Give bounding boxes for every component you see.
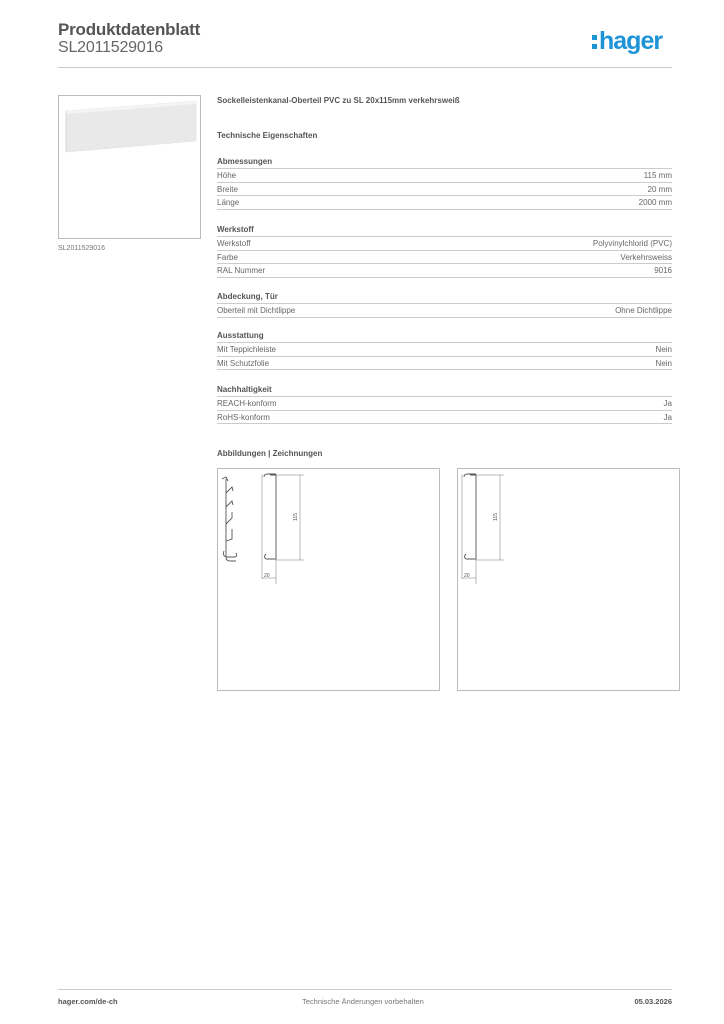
- group-title: Nachhaltigkeit: [217, 384, 672, 397]
- footer-date: 05.03.2026: [634, 997, 672, 1006]
- row-value: 20 mm: [647, 184, 672, 194]
- row-label: Werkstoff: [217, 239, 251, 248]
- row-value: Verkehrsweiss: [620, 252, 672, 262]
- group-dimensions: [217, 156, 672, 210]
- row-label: Mit Schutzfolie: [217, 358, 270, 368]
- row-value: 115 mm: [643, 171, 672, 180]
- group-sustainability: [217, 384, 672, 424]
- table-row: [217, 304, 672, 318]
- height-dimension-label: 115: [493, 513, 499, 521]
- row-value: Nein: [655, 345, 672, 354]
- product-image-caption: SL2011529016: [58, 245, 105, 252]
- row-value: Ja: [663, 399, 672, 408]
- row-label: Höhe: [217, 171, 237, 180]
- group-equipment: [217, 330, 672, 370]
- article-number: SL2011529016: [58, 39, 163, 56]
- document-title: Produktdatenblatt: [58, 20, 201, 39]
- cross-section-drawing-with-base-icon: [218, 469, 439, 690]
- row-label: RoHS-konform: [217, 412, 270, 422]
- group-title: Werkstoff: [217, 224, 672, 237]
- row-value: Ohne Dichtlippe: [615, 306, 672, 315]
- table-row: [217, 251, 672, 265]
- table-row: [217, 169, 672, 183]
- row-value: Ja: [663, 412, 672, 422]
- logo-text: hager: [599, 27, 663, 55]
- width-dimension-label: 20: [464, 573, 470, 579]
- figures-title: Abbildungen | Zeichnungen: [217, 449, 323, 458]
- row-label: Breite: [217, 184, 238, 194]
- row-value: Nein: [655, 358, 672, 368]
- hager-logo: [592, 27, 662, 55]
- row-label: Mit Teppichleiste: [217, 345, 276, 354]
- row-label: REACH-konform: [217, 399, 277, 408]
- row-value: 9016: [654, 266, 672, 275]
- drawing-1: [217, 468, 440, 691]
- row-label: Farbe: [217, 252, 238, 262]
- group-title: Abdeckung, Tür: [217, 291, 672, 304]
- table-row: [217, 196, 672, 210]
- footer-disclaimer: Technische Änderungen vorbehalten: [302, 997, 424, 1006]
- footer-divider: [58, 989, 672, 990]
- footer-website-link[interactable]: hager.com/de-ch: [58, 997, 118, 1006]
- row-label: Oberteil mit Dichtlippe: [217, 306, 296, 315]
- table-row: [217, 183, 672, 197]
- table-row: [217, 264, 672, 278]
- cross-section-drawing-icon: [458, 469, 679, 690]
- width-dimension-label: 20: [264, 573, 270, 579]
- table-row: [217, 397, 672, 411]
- drawing-2: [457, 468, 680, 691]
- product-photo-icon: [59, 96, 200, 238]
- product-image: [58, 95, 201, 239]
- row-value: 2000 mm: [638, 198, 672, 207]
- technical-properties-title: Technische Eigenschaften: [217, 131, 318, 140]
- group-material: [217, 224, 672, 278]
- product-info: [217, 96, 672, 141]
- table-row: [217, 357, 672, 371]
- group-title: Ausstattung: [217, 330, 672, 343]
- row-label: Länge: [217, 198, 240, 207]
- table-row: [217, 343, 672, 357]
- group-cover: [217, 291, 672, 318]
- product-description: Sockelleistenkanal-Oberteil PVC zu SL 20x115mm verkehrsweiß: [217, 96, 460, 105]
- table-row: [217, 411, 672, 425]
- row-label: RAL Nummer: [217, 266, 266, 275]
- header-divider: [58, 67, 672, 68]
- row-value: Polyvinylchlorid (PVC): [592, 239, 672, 248]
- group-title: Abmessungen: [217, 156, 672, 169]
- table-row: [217, 237, 672, 251]
- height-dimension-label: 115: [293, 513, 299, 521]
